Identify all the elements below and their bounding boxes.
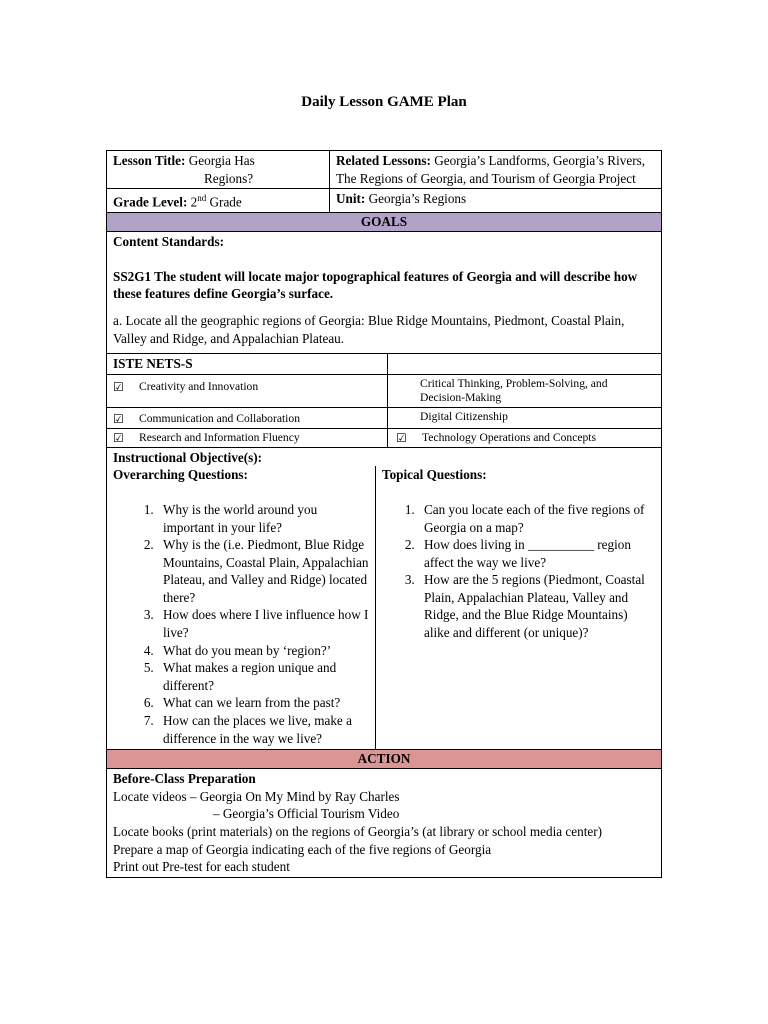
prep-line: – Georgia’s Official Tourism Video <box>213 806 400 822</box>
grade-level-word: Grade <box>209 194 242 210</box>
checkbox-checked-icon[interactable]: ☑ <box>396 430 407 445</box>
iste-row <box>106 429 662 448</box>
standard-text: SS2G1 The student will locate major topographical features of Georgia and will describe how these features define Georgia’s surface. <box>113 268 638 302</box>
list-item: 5. What makes a region unique and different? <box>157 659 369 694</box>
iste-standard-label: Technology Operations and Concepts <box>422 430 597 444</box>
iste-standard-label: Critical Thinking, Problem-Solving, and Decision-Making <box>420 376 608 404</box>
list-item: 3. How are the 5 regions (Piedmont, Coastal Plain, Appalachian Plateau, Valley and Ridge, and the Blue Ridge Mountains) alike and different (or unique)? <box>418 571 655 641</box>
page-title: Daily Lesson GAME Plan <box>301 94 467 110</box>
prep-line: Locate books (print materials) on the regions of Georgia’s (at library or school media center) <box>113 824 602 840</box>
related-lessons-value: Georgia’s Landforms, Georgia’s Rivers, The Regions of Georgia, and Tourism of Georgia Project <box>336 153 646 186</box>
lesson-title-value-cont: Regions? <box>204 170 254 186</box>
list-item: 6. What can we learn from the past? <box>157 694 369 712</box>
prep-cell <box>107 769 661 877</box>
action-band: ACTION <box>107 750 661 768</box>
action-band-row <box>106 750 662 769</box>
list-item: 2. Why is the (i.e. Piedmont, Blue Ridge Mountains, Coastal Plain, Appalachian Plateau, and Valley and Ridge) located there? <box>157 536 369 606</box>
topical-2-text-end: region affect the way we live? <box>424 537 631 570</box>
iste-row <box>106 375 662 408</box>
related-lessons-cell <box>329 151 661 188</box>
lesson-title-label: Lesson Title: <box>113 153 186 168</box>
lesson-plan-table <box>106 150 662 878</box>
prep-label: Before-Class Preparation <box>113 771 256 787</box>
iste-header-empty <box>387 354 661 374</box>
checkbox-checked-icon[interactable]: ☑ <box>113 430 124 445</box>
prep-row <box>106 769 662 878</box>
goals-band: GOALS <box>107 213 661 231</box>
goals-band-row <box>106 213 662 232</box>
list-item: 3. How does where I live influence how I live? <box>157 606 369 641</box>
iste-header-label: ISTE NETS-S <box>113 356 193 372</box>
objectives-label: Instructional Objective(s): <box>113 449 263 465</box>
unit-label: Unit: <box>336 191 366 207</box>
fill-in-blank: __________ <box>528 537 594 553</box>
related-lessons-label: Related Lessons: <box>336 153 431 168</box>
checkbox-checked-icon[interactable]: ☑ <box>113 379 124 394</box>
iste-header-row <box>106 354 662 375</box>
content-standards-row <box>106 232 662 354</box>
questions-row <box>106 466 662 750</box>
iste-standard-label: Digital Citizenship <box>420 409 508 423</box>
checkbox-checked-icon[interactable]: ☑ <box>113 411 124 426</box>
content-standards-label: Content Standards: <box>113 234 225 250</box>
lesson-title-cell <box>107 151 329 188</box>
list-item: 4. What do you mean by ‘region?’ <box>157 642 369 660</box>
topical-2-text-start: How does living in <box>424 537 525 553</box>
overarching-questions <box>107 466 375 749</box>
iste-standard-label: Research and Information Fluency <box>139 430 300 444</box>
lesson-title-value: Georgia Has <box>188 153 255 168</box>
overarching-label: Overarching Questions: <box>113 467 248 483</box>
overarching-list <box>113 501 369 747</box>
grade-level-suffix: nd <box>197 193 207 204</box>
iste-header <box>107 354 387 374</box>
content-standards-cell <box>107 232 661 353</box>
prep-line: Print out Pre-test for each student <box>113 859 290 875</box>
objectives-label-cell <box>107 448 661 467</box>
topical-questions <box>375 466 661 749</box>
topical-label: Topical Questions: <box>382 467 487 483</box>
unit-value: Georgia’s Regions <box>368 191 467 207</box>
prep-line: Prepare a map of Georgia indicating each of the five regions of Georgia <box>113 841 492 857</box>
list-item: 1. Can you locate each of the five regions of Georgia on a map? <box>418 501 655 536</box>
iste-standard-label: Communication and Collaboration <box>139 411 300 425</box>
standard-element-text: a. Locate all the geographic regions of Georgia: Blue Ridge Mountains, Piedmont, Coastal Plain, Valley and Ridge, and Appalachian Plateau. <box>113 312 625 346</box>
grade-level-label: Grade Level: <box>113 194 188 210</box>
grade-level-number: 2 <box>190 194 198 210</box>
prep-line: Locate videos – Georgia On My Mind by Ray Charles <box>113 788 400 804</box>
list-item <box>418 536 655 571</box>
iste-row <box>106 408 662 429</box>
iste-standard-label: Creativity and Innovation <box>139 379 259 393</box>
list-item: 7. How can the places we live, make a difference in the way we live? <box>157 712 369 747</box>
objectives-row <box>106 448 662 467</box>
grade-unit-row <box>106 189 662 213</box>
topical-list <box>382 501 655 642</box>
list-item: 1. Why is the world around you important in your life? <box>157 501 369 536</box>
lesson-title-row <box>106 150 662 189</box>
unit-cell <box>329 189 661 212</box>
grade-level-cell <box>107 189 329 212</box>
